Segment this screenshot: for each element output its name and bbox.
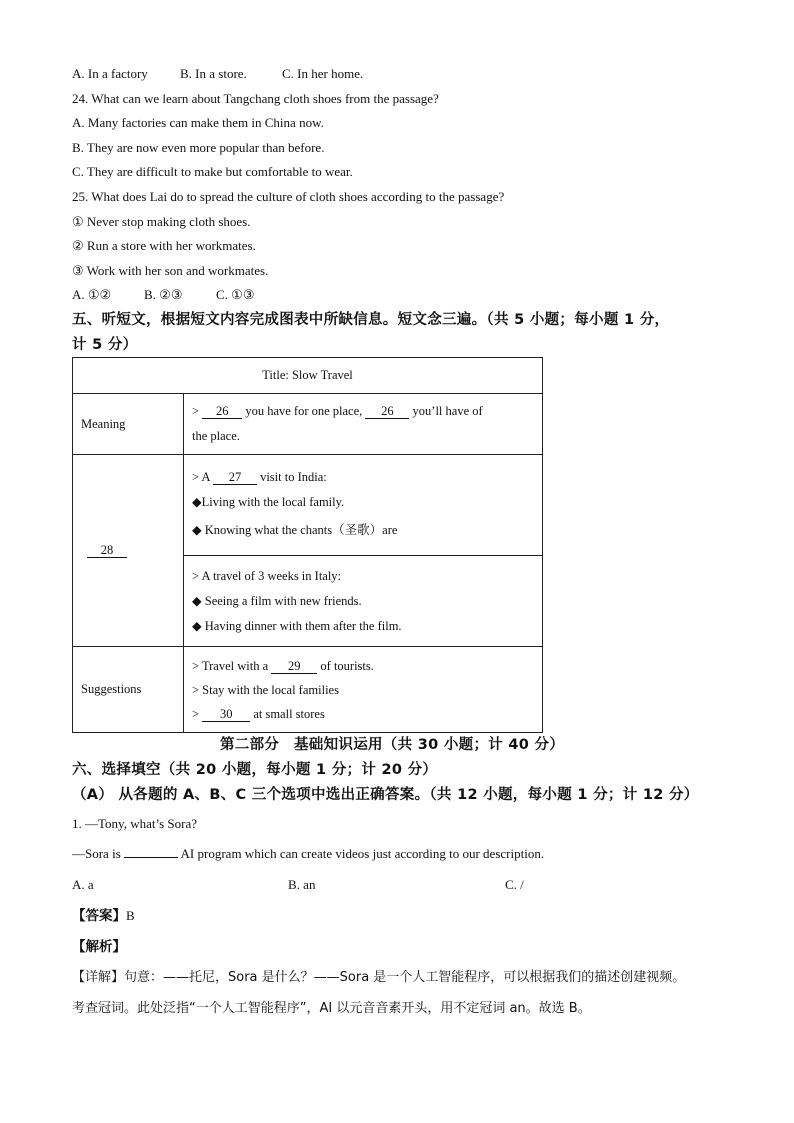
detail-line2: 考查冠词。此处泛指“一个人工智能程序”，AI 以元音音素开头，用不定冠词 an。故选 B。 [72, 1001, 591, 1016]
blank-26: 26 [202, 404, 242, 419]
q1-option-c: C. / [505, 877, 524, 892]
sugg-1-prefix: > Travel with a [192, 658, 269, 673]
q24-option-c: C. They are difficult to make but comfortable to wear. [72, 164, 353, 179]
q1-options [72, 877, 524, 893]
blank-29: 29 [271, 659, 317, 674]
meaning-end: you’ll have of [412, 404, 483, 418]
italy-line: > A travel of 3 weeks in Italy: [192, 568, 342, 583]
meaning-cell [184, 394, 543, 455]
q25-statement-1: ① Never stop making cloth shoes. [72, 214, 251, 229]
q23-option-c: C. In her home. [282, 66, 364, 81]
q24-question: 24. What can we learn about Tangchang cloth shoes from the passage? [72, 91, 439, 106]
meaning-label: Meaning [73, 394, 184, 455]
detail-line1: 【详解】句意：——托尼，Sora 是什么？——Sora 是一个人工智能程序，可以根据我们的描述创建视频。 [72, 970, 686, 985]
q1-line2 [72, 846, 544, 862]
slow-travel-table [72, 357, 543, 733]
q25-option-b: B. ②③ [144, 287, 183, 302]
meaning-prefix: > [192, 404, 200, 418]
answer-label: 【答案】 [72, 908, 126, 924]
section6-heading: 六、选择填空（共 20 小题，每小题 1 分；计 20 分） [72, 762, 438, 778]
answer-line [72, 908, 135, 924]
analysis-line [72, 939, 126, 955]
table-title: Title: Slow Travel [73, 358, 543, 394]
india-prefix: > A [192, 470, 210, 484]
q25-question: 25. What does Lai do to spread the culture of cloth shoes according to the passage? [72, 189, 505, 204]
sugg-2: > Stay with the local families [192, 682, 339, 697]
q25-option-c: C. ①③ [216, 287, 255, 302]
q1-blank [124, 857, 178, 858]
italy-bullet-1: ◆ Seeing a film with new friends. [192, 593, 362, 608]
q1-option-a: A. a [72, 877, 94, 892]
q25-statement-2: ② Run a store with her workmates. [72, 238, 256, 253]
blank-26-second: 26 [365, 404, 409, 419]
india-bullet-2: ◆ Knowing what the chants（圣歌）are [192, 523, 398, 537]
analysis-label: 【解析】 [72, 939, 126, 955]
q23-option-a: A. In a factory [72, 66, 148, 81]
q25-statement-3: ③ Work with her son and workmates. [72, 263, 269, 278]
blank-30: 30 [202, 707, 250, 722]
example-italy-cell [184, 556, 543, 647]
q1-line2-post: AI program which can create videos just according to our description. [180, 846, 545, 861]
q24-option-b: B. They are now even more popular than before. [72, 140, 325, 155]
q1-line2-pre: —Sora is [72, 846, 121, 861]
suggestions-cell [184, 647, 543, 733]
q25-option-a: A. ①② [72, 287, 112, 302]
meaning-line2: the place. [192, 429, 240, 443]
q1-option-b: B. an [288, 877, 316, 892]
q1-line1: 1. —Tony, what’s Sora? [72, 816, 197, 831]
examples-label-cell [73, 455, 184, 647]
section5-heading-line1: 五、听短文，根据短文内容完成图表中所缺信息。短文念三遍。（共 5 小题；每小题 1 分， [72, 312, 670, 328]
suggestions-label: Suggestions [73, 647, 184, 733]
india-post: visit to India: [260, 470, 327, 484]
sub-a-heading: （A） 从各题的 A、B、C 三个选项中选出正确答案。（共 12 小题，每小题 1 分；计 12 分） [72, 787, 699, 803]
section5-heading-line2: 计 5 分） [72, 337, 138, 353]
example-india-cell [184, 455, 543, 556]
sugg-3-post: at small stores [253, 706, 325, 721]
q23-option-b: B. In a store. [180, 66, 247, 81]
part2-heading: 第二部分 基础知识运用（共 30 小题；计 40 分） [220, 737, 565, 753]
sugg-1-post: of tourists. [320, 658, 374, 673]
q23-options [72, 66, 363, 82]
meaning-middle: you have for one place, [245, 404, 363, 418]
answer-value: B [126, 908, 135, 923]
india-bullet-1: ◆Living with the local family. [192, 495, 345, 509]
blank-27: 27 [213, 470, 257, 485]
q24-option-a: A. Many factories can make them in China now. [72, 115, 324, 130]
q25-options [72, 287, 254, 303]
blank-28: 28 [87, 543, 127, 558]
italy-bullet-2: ◆ Having dinner with them after the film. [192, 618, 402, 633]
sugg-3-prefix: > [192, 706, 200, 721]
